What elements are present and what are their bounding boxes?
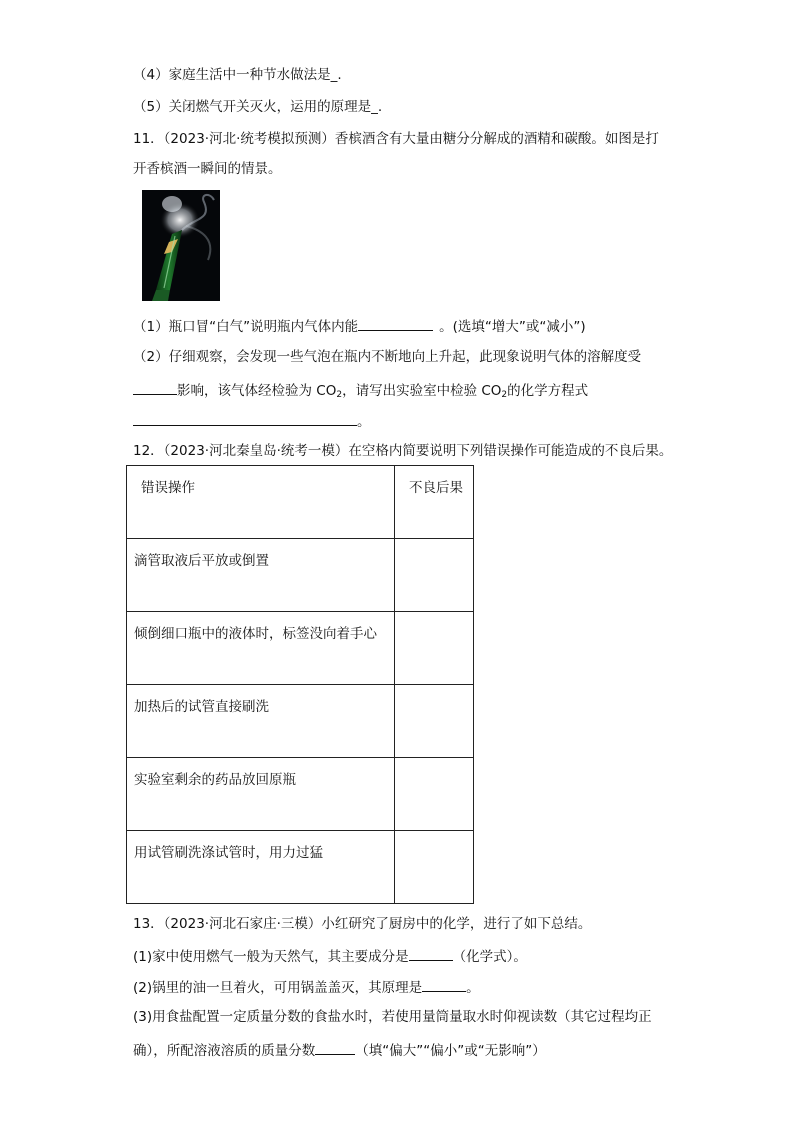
q10-item5 [133, 97, 382, 117]
operation-text: 滴管取液后平放或倒置 [134, 553, 269, 569]
q10-item4-tail: _. [330, 67, 342, 83]
q10-item5-text: （5）关闭燃气开关灭火，运用的原理是 [133, 99, 372, 115]
result-answer-cell[interactable] [395, 758, 474, 831]
operation-text: 用试管刷洗涤试管时，用力过猛 [134, 845, 323, 861]
q11-part2-line2 [133, 379, 588, 405]
operation-cell [127, 685, 395, 758]
result-answer-cell[interactable] [395, 685, 474, 758]
q13-item1-blank[interactable] [409, 945, 453, 961]
q11-part1-answer-blank[interactable] [358, 315, 433, 331]
q13-stem: 13．（2023·河北石家庄·三模）小红研究了厨房中的化学，进行了如下总结。 [133, 916, 592, 932]
q11-part1 [133, 315, 586, 337]
table-row [127, 539, 474, 612]
q10-item4 [133, 65, 342, 85]
operation-cell [127, 539, 395, 612]
operation-cell [127, 612, 395, 685]
header-cell-operation [127, 466, 395, 539]
result-answer-cell[interactable] [395, 612, 474, 685]
operation-cell [127, 758, 395, 831]
q11-equation-blank[interactable] [133, 410, 357, 426]
q13-item3-line1: (3)用食盐配置一定质量分数的食盐水时，若使用量筒量取水时仰视读数（其它过程均正 [133, 1009, 652, 1025]
q13-item2-text: (2)锅里的油一旦着火，可用锅盖盖灭，其原理是 [133, 980, 423, 996]
q11-stem-line2: 开香槟酒一瞬间的情景。 [133, 161, 282, 177]
q13-item3-line2 [133, 1039, 546, 1061]
q11-stem-line1: 11．（2023·河北·统考模拟预测）香槟酒含有大量由糖分分解成的酒精和碳酸。如图是打 [133, 131, 659, 147]
q13-item2-blank[interactable] [422, 976, 466, 992]
q11-part2-factor-blank[interactable] [133, 379, 177, 395]
operation-text: 加热后的试管直接刷洗 [134, 699, 269, 715]
table-row [127, 612, 474, 685]
q13-item2-tail: 。 [466, 980, 480, 996]
q13-item1 [133, 945, 527, 967]
result-answer-cell[interactable] [395, 831, 474, 904]
q13-item2 [133, 976, 480, 998]
header-operation: 错误操作 [141, 480, 195, 496]
header-cell-result [395, 466, 474, 539]
q13-item1-tail: （化学式）。 [452, 949, 527, 965]
q11-subscript-a: 2 [336, 390, 343, 400]
operation-text: 倾倒细口瓶中的液体时，标签没向着手心 [134, 626, 377, 642]
q11-part2-line1: （2）仔细观察，会发现一些气泡在瓶内不断地向上升起，此现象说明气体的溶解度受 [133, 349, 642, 365]
operation-cell [127, 831, 395, 904]
q11-part1-tail: 。(选填“增大”或“减小”) [439, 319, 586, 335]
q11-part2-text-c: ，请写出实验室中检验 CO [342, 383, 502, 399]
champagne-bottle-icon [142, 190, 220, 301]
q11-part2-text-d: 的化学方程式 [507, 383, 589, 399]
operation-text: 实验室剩余的药品放回原瓶 [134, 772, 296, 788]
q13-item3-text: 确），所配溶液溶质的质量分数 [133, 1043, 316, 1059]
q12-stem: 12．（2023·河北秦皇岛·统考一模）在空格内简要说明下列错误操作可能造成的不良后果。 [133, 443, 673, 459]
q12-table [126, 465, 474, 904]
q10-item5-tail: _. [371, 99, 383, 115]
q13-item3-blank[interactable] [315, 1039, 355, 1055]
q11-part2-end: 。 [357, 414, 371, 430]
q10-item4-text: （4）家庭生活中一种节水做法是 [133, 67, 331, 83]
table-row [127, 685, 474, 758]
table-header-row [127, 466, 474, 539]
q11-subscript-b: 2 [501, 390, 508, 400]
table-row [127, 831, 474, 904]
champagne-photo [142, 190, 220, 301]
q13-item3-tail: （填“偏大”“偏小”或“无影响”） [355, 1043, 546, 1059]
result-answer-cell[interactable] [395, 539, 474, 612]
table-row [127, 758, 474, 831]
q11-part2-text-b: 影响，该气体经检验为 CO [177, 383, 337, 399]
header-result: 不良后果 [409, 480, 463, 496]
q11-part1-text: （1）瓶口冒“白气”说明瓶内气体内能 [133, 319, 359, 335]
q13-item1-text: (1)家中使用燃气一般为天然气，其主要成分是 [133, 949, 409, 965]
q11-part2-line3 [133, 410, 371, 432]
